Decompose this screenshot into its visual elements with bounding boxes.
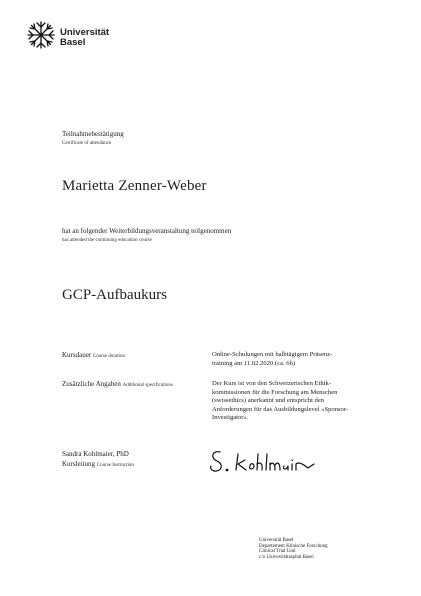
university-name-line1: Universität <box>60 27 110 38</box>
certificate-title-en: Certificate of attendance <box>62 141 112 146</box>
additional-label-de: Zusätzliche Angaben <box>62 380 121 388</box>
attendance-statement-en: has attended the continuing education course <box>62 238 152 243</box>
university-basel-logo-icon <box>26 20 56 50</box>
instructor-role-de: Kursleitung <box>62 460 96 468</box>
duration-label-de: Kursdauer <box>62 351 92 359</box>
footer-line: Clinical Trial Unit <box>259 549 296 555</box>
additional-line: Anforderungen für das Ausbildungslevel «Sponsor- <box>212 405 349 413</box>
instructor-name: Sandra Kohlmaier, PhD <box>62 450 129 458</box>
course-title: GCP-Aufbaukurs <box>62 287 167 303</box>
duration-line: Online-Schulungen mit halbtägigem Präsenz- <box>212 351 333 358</box>
footer-line: Universität Basel <box>259 538 294 543</box>
additional-line: kommissionen für die Forschung am Menschen <box>212 388 338 396</box>
additional-line: (swissethics) anerkannt und entspricht den <box>212 397 325 405</box>
duration-label-en: Course duration <box>92 354 125 359</box>
attendance-statement: hat an folgender Weiterbildungsveranstaltung teilgenommen <box>62 227 232 235</box>
university-name-line2: Basel <box>60 37 86 48</box>
duration-line: training am 11.02.2020 (ca. 6h) <box>212 359 296 367</box>
footer-line: c/o Universitätsspital Basel <box>259 554 314 560</box>
additional-value <box>212 380 382 423</box>
additional-label-en: Additional specifications <box>122 383 173 388</box>
additional-line: Der Kurs ist von den Schweizerischen Ethik- <box>212 380 332 387</box>
signature-image <box>208 446 320 476</box>
duration-value <box>212 351 382 368</box>
additional-line: Investigator». <box>212 414 249 422</box>
footer-address <box>259 538 328 560</box>
instructor-role-en: Course Instruction <box>96 463 134 468</box>
instructor-role <box>62 460 134 468</box>
certificate-title: Teilnahmebestätigung <box>62 130 124 138</box>
additional-label <box>62 380 173 388</box>
university-name <box>60 28 109 48</box>
participant-name: Marietta Zenner-Weber <box>62 178 207 194</box>
duration-label <box>62 351 125 359</box>
footer-line: Departement Klinische Forschung <box>259 543 328 549</box>
